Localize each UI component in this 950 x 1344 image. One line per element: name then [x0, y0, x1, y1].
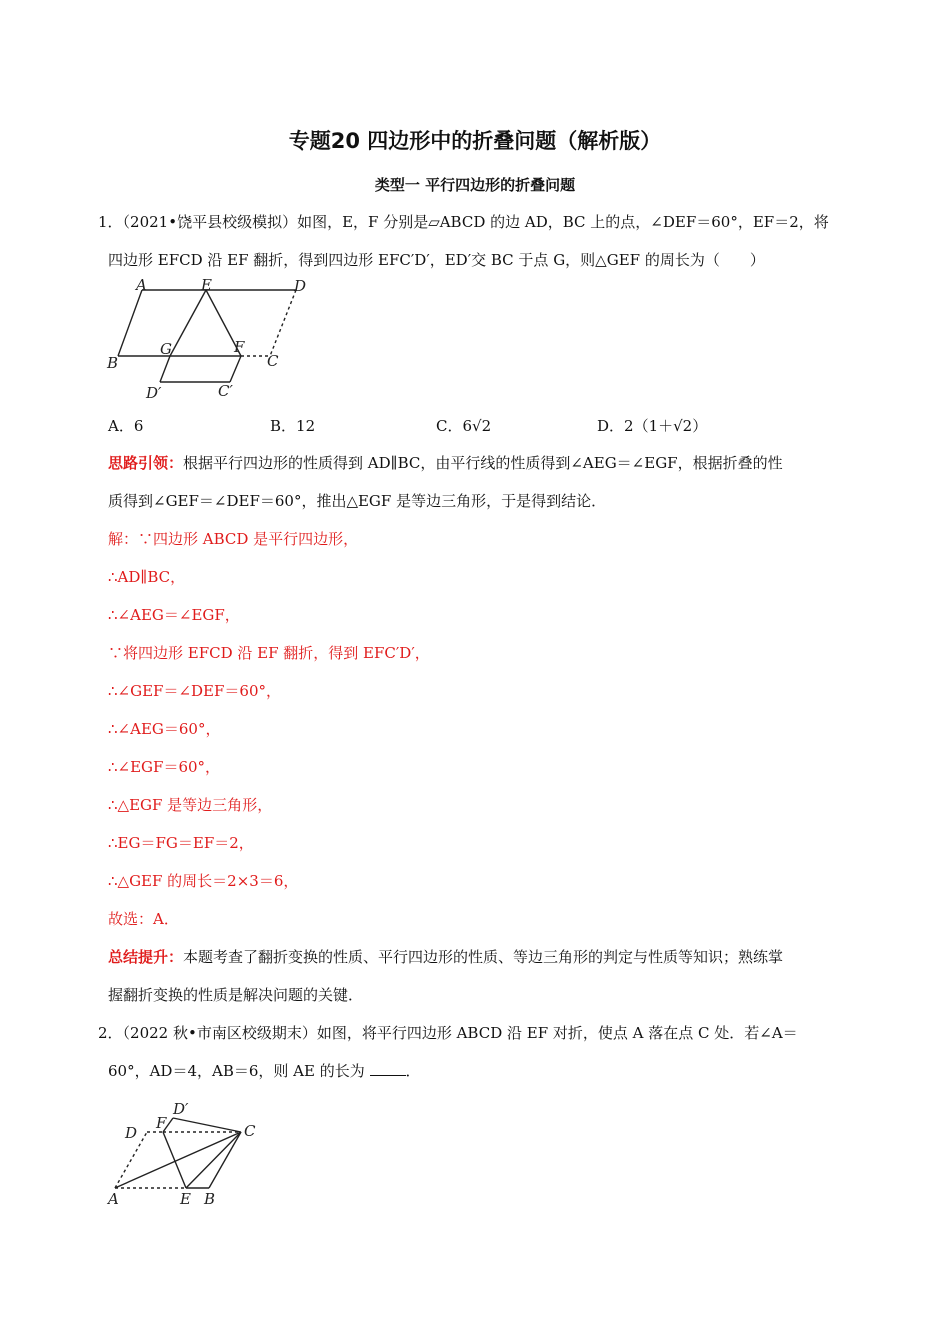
q2-label-b: B	[204, 1190, 216, 1208]
q1-hint-text: 根据平行四边形的性质得到 AD∥BC，由平行线的性质得到∠AEG＝∠EGF，根据折叠的性	[183, 454, 783, 472]
q2-label-d-prime: D′	[173, 1100, 189, 1118]
q1-dash-dc	[270, 290, 296, 356]
q1-hint-line2: 质得到∠GEF＝∠DEF＝60°，推出△EGF 是等边三角形，于是得到结论．	[108, 492, 607, 510]
q1-option-a: A．6	[108, 417, 144, 435]
q1-solution-line: ∵将四边形 EFCD 沿 EF 翻折，得到 EFC′D′，	[108, 644, 430, 662]
q1-stem-line2: 四边形 EFCD 沿 EF 翻折，得到四边形 EFC′D′，ED′交 BC 于点 G，则△GEF 的周长为（ ）	[108, 251, 765, 269]
q2-label-d: D	[125, 1124, 138, 1142]
q1-summary-line1	[108, 947, 783, 967]
q2-label-c: C	[244, 1122, 256, 1140]
q1-solution-line: ∴AD∥BC，	[108, 568, 186, 586]
q1-stem-line1: 1．（2021•饶平县校级模拟）如图，E，F 分别是▱ABCD 的边 AD，BC 上的点，∠DEF＝60°，EF＝2，将	[98, 213, 829, 231]
q1-hint-line1	[108, 453, 783, 473]
q1-solution-line: 解：∵四边形 ABCD 是平行四边形，	[108, 530, 359, 548]
q1-solution-line: ∴∠AEG＝∠EGF，	[108, 606, 240, 624]
q1-summary-text: 本题考查了翻折变换的性质、平行四边形的性质、等边三角形的判定与性质等知识；熟练掌	[183, 948, 784, 966]
section-subtitle: 类型一 平行四边形的折叠问题	[374, 176, 576, 194]
q1-line-c1f	[230, 356, 241, 382]
q1-summary-label: 总结提升：	[108, 948, 184, 966]
q1-label-c-prime: C′	[218, 382, 233, 400]
q2-stem-text: 60°，AD＝4，AB＝6，则 AE 的长为	[108, 1062, 365, 1080]
q2-label-f: F	[156, 1114, 167, 1132]
q1-answer-choice: 故选：A．	[108, 910, 179, 928]
q1-label-d: D	[294, 277, 307, 295]
q1-option-b: B．12	[270, 417, 316, 435]
q1-option-d: D．2（1＋√2）	[597, 417, 708, 435]
q1-label-a: A	[136, 276, 147, 294]
q2-stem-line1: 2．（2022 秋•市南区校级期末）如图，将平行四边形 ABCD 沿 EF 对折，使点 A 落在点 C 处．若∠A＝	[98, 1024, 798, 1042]
q1-label-e: E	[201, 276, 212, 294]
q2-label-e: E	[180, 1190, 191, 1208]
q2-label-a: A	[108, 1190, 119, 1208]
q1-solution-line: ∴∠AEG＝60°，	[108, 720, 221, 738]
q1-solution-line: ∴∠EGF＝60°，	[108, 758, 221, 776]
q2-figure	[100, 1094, 270, 1210]
q1-solution-line: ∴∠GEF＝∠DEF＝60°，	[108, 682, 281, 700]
answer-blank	[370, 1061, 406, 1076]
q1-solution-line: ∴△EGF 是等边三角形，	[108, 796, 273, 814]
q2-stem-line2	[108, 1061, 421, 1081]
q1-option-c: C．6√2	[436, 417, 492, 435]
page-title: 专题20 四边形中的折叠问题（解析版）	[288, 129, 662, 153]
q2-line-d1c	[173, 1118, 241, 1132]
q1-label-d-prime: D′	[146, 384, 162, 402]
q1-solution-line: ∴△GEF 的周长＝2×3＝6，	[108, 872, 299, 890]
q1-line-gd1	[160, 356, 170, 382]
q1-label-b: B	[107, 354, 119, 372]
q2-line-fe	[163, 1132, 186, 1188]
q1-hint-label: 思路引领：	[108, 454, 184, 472]
q1-solution-line: ∴EG＝FG＝EF＝2，	[108, 834, 254, 852]
q1-figure	[100, 276, 330, 402]
q1-label-g: G	[160, 340, 172, 358]
q2-stem-end: ．	[405, 1062, 421, 1080]
q1-label-c: C	[267, 352, 279, 370]
q1-line-ab	[118, 290, 142, 356]
q1-line-eg	[170, 290, 206, 356]
q1-summary-line2: 握翻折变换的性质是解决问题的关键．	[108, 986, 364, 1004]
q1-label-f: F	[234, 338, 245, 356]
